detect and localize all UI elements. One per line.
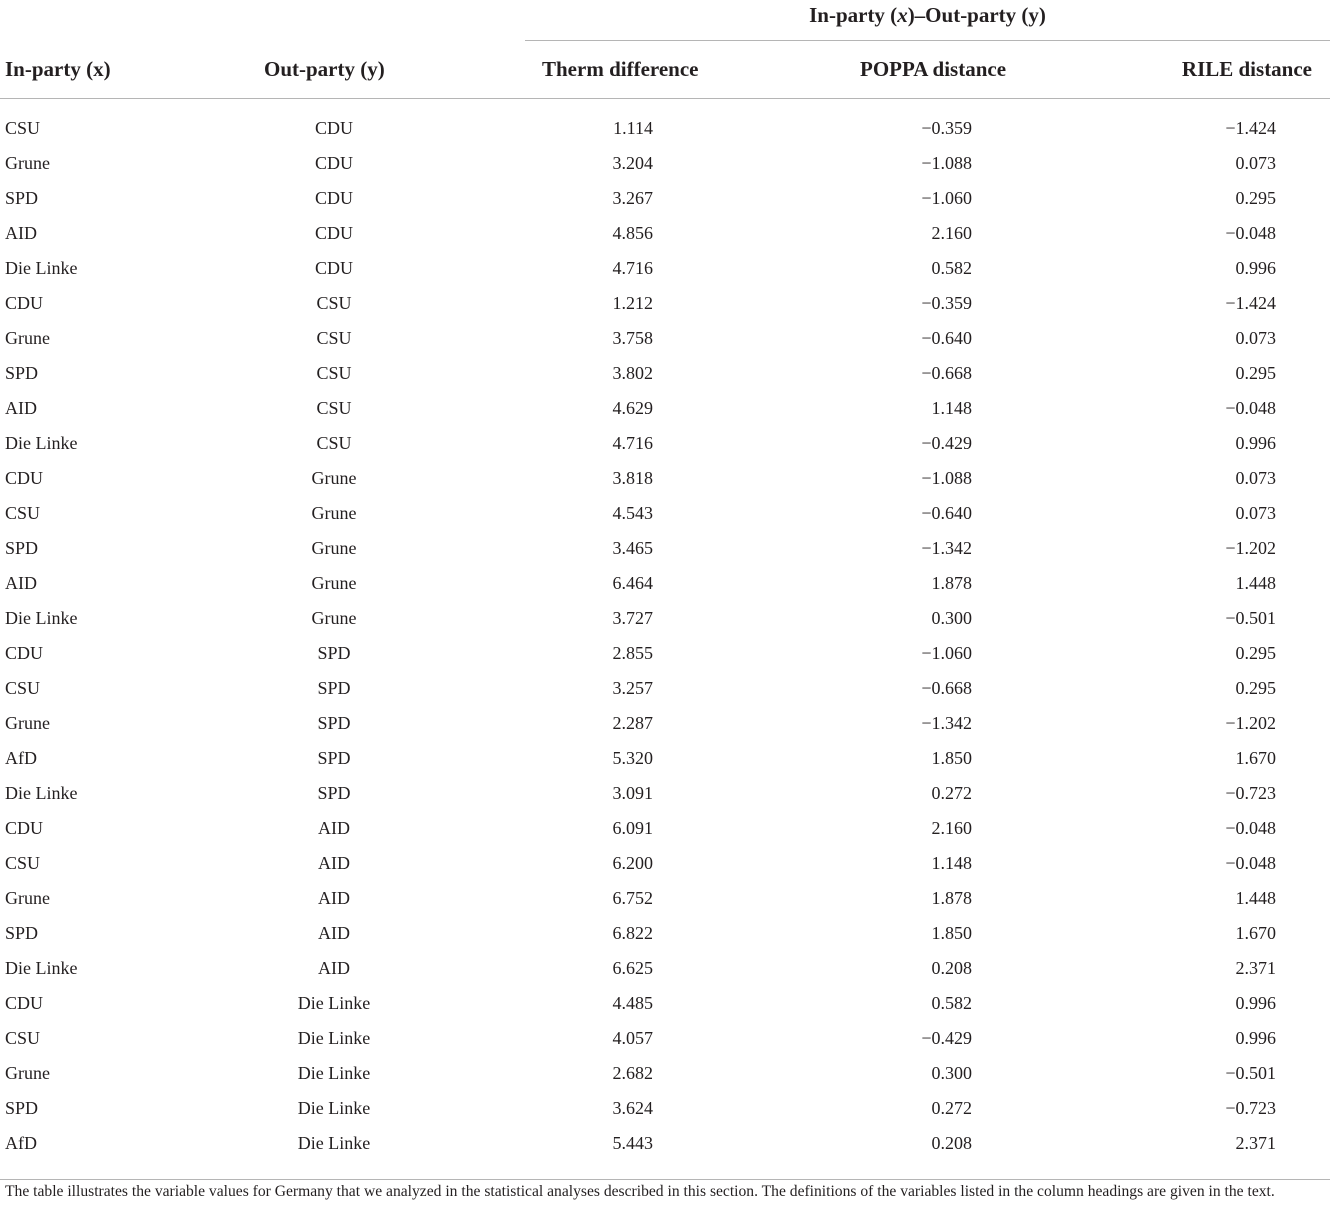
- cell-therm-difference: 3.727: [612, 608, 653, 628]
- table-row: [0, 916, 1330, 951]
- cell-out-party: Die Linke: [297, 993, 371, 1013]
- cell-rile-distance: 1.670: [1235, 748, 1277, 768]
- cell-therm-difference: 4.716: [612, 258, 653, 278]
- cell-rile-distance: 1.670: [1235, 923, 1277, 943]
- cell-poppa-distance: −0.429: [921, 433, 972, 453]
- cell-in-party: AID: [5, 573, 37, 593]
- cell-out-party: SPD: [317, 783, 351, 803]
- table-row: [0, 1056, 1330, 1091]
- cell-in-party: CDU: [5, 293, 44, 313]
- cell-in-party: Die Linke: [5, 433, 78, 453]
- group-header-x-var: x: [897, 3, 908, 27]
- cell-rile-distance: 0.295: [1235, 678, 1277, 698]
- cell-poppa-distance: 0.208: [931, 1133, 972, 1153]
- table-row: [0, 601, 1330, 636]
- table-row: [0, 356, 1330, 391]
- cell-in-party: SPD: [5, 538, 39, 558]
- cell-rile-distance: 1.448: [1235, 573, 1277, 593]
- table-row: [0, 636, 1330, 671]
- cell-poppa-distance: −1.088: [921, 468, 972, 488]
- cell-therm-difference: 4.629: [612, 398, 653, 418]
- cell-rile-distance: 0.073: [1235, 503, 1277, 523]
- cell-out-party: CDU: [314, 188, 353, 208]
- cell-poppa-distance: 0.582: [931, 258, 972, 278]
- table-top-spacer: [0, 99, 1330, 112]
- cell-out-party: CDU: [314, 118, 353, 138]
- cell-in-party: Grune: [5, 153, 50, 173]
- table-row: [0, 1091, 1330, 1126]
- table-bottom-rule: [0, 1161, 1330, 1180]
- cell-poppa-distance: −0.359: [921, 118, 972, 138]
- cell-poppa-distance: −0.640: [921, 328, 972, 348]
- column-header-out-party: Out-party (y): [200, 41, 525, 99]
- cell-in-party: SPD: [5, 1098, 39, 1118]
- table-row: [0, 811, 1330, 846]
- cell-therm-difference: 3.465: [612, 538, 653, 558]
- cell-poppa-distance: −1.088: [921, 153, 972, 173]
- cell-poppa-distance: −0.359: [921, 293, 972, 313]
- cell-out-party: CDU: [314, 223, 353, 243]
- cell-in-party: Die Linke: [5, 958, 78, 978]
- table-row: [0, 776, 1330, 811]
- cell-in-party: CDU: [5, 993, 44, 1013]
- cell-poppa-distance: 2.160: [931, 223, 972, 243]
- group-header-in-out-party: [525, 0, 1330, 41]
- column-header-poppa-distance: POPPA distance: [795, 41, 1100, 99]
- cell-out-party: SPD: [317, 748, 351, 768]
- column-header-in-party: In-party (x): [0, 41, 200, 99]
- cell-out-party: Grune: [311, 503, 357, 523]
- cell-rile-distance: 0.073: [1235, 153, 1277, 173]
- cell-out-party: AID: [318, 923, 350, 943]
- cell-out-party: AID: [318, 888, 350, 908]
- table-row: [0, 321, 1330, 356]
- cell-poppa-distance: 1.148: [931, 853, 972, 873]
- cell-out-party: CSU: [316, 293, 352, 313]
- group-header-middle: )–Out-party (y): [907, 3, 1046, 27]
- cell-therm-difference: 3.758: [612, 328, 653, 348]
- cell-rile-distance: −0.723: [1225, 783, 1277, 803]
- cell-poppa-distance: −0.668: [921, 678, 972, 698]
- cell-out-party: CSU: [316, 328, 352, 348]
- cell-out-party: CDU: [314, 153, 353, 173]
- table-row: [0, 566, 1330, 601]
- cell-poppa-distance: 0.272: [931, 1098, 972, 1118]
- cell-poppa-distance: 0.300: [931, 608, 972, 628]
- cell-rile-distance: −0.048: [1225, 853, 1277, 873]
- cell-therm-difference: 4.716: [612, 433, 653, 453]
- cell-therm-difference: 3.091: [612, 783, 653, 803]
- table-row: [0, 706, 1330, 741]
- cell-out-party: Grune: [311, 538, 357, 558]
- cell-in-party: SPD: [5, 188, 39, 208]
- cell-in-party: CDU: [5, 468, 44, 488]
- cell-poppa-distance: 1.148: [931, 398, 972, 418]
- cell-rile-distance: −1.424: [1225, 118, 1277, 138]
- cell-therm-difference: 6.091: [612, 818, 653, 838]
- cell-poppa-distance: 0.582: [931, 993, 972, 1013]
- column-header-row: [0, 41, 1330, 99]
- table-row: [0, 461, 1330, 496]
- cell-therm-difference: 4.543: [612, 503, 653, 523]
- cell-rile-distance: 0.073: [1235, 468, 1277, 488]
- cell-out-party: Grune: [311, 608, 357, 628]
- cell-out-party: AID: [318, 818, 350, 838]
- cell-poppa-distance: 0.208: [931, 958, 972, 978]
- cell-therm-difference: 1.114: [613, 118, 653, 138]
- cell-in-party: Die Linke: [5, 783, 78, 803]
- cell-in-party: Grune: [5, 1063, 50, 1083]
- cell-in-party: Grune: [5, 713, 50, 733]
- cell-in-party: AfD: [5, 1133, 37, 1153]
- cell-therm-difference: 3.818: [612, 468, 653, 488]
- cell-out-party: SPD: [317, 678, 351, 698]
- cell-in-party: CSU: [5, 118, 41, 138]
- cell-rile-distance: −0.501: [1225, 608, 1277, 628]
- cell-in-party: CDU: [5, 643, 44, 663]
- table-row: [0, 671, 1330, 706]
- table-row: [0, 216, 1330, 251]
- table-row: [0, 286, 1330, 321]
- cell-out-party: AID: [318, 958, 350, 978]
- cell-poppa-distance: 0.272: [931, 783, 972, 803]
- group-header-empty: [0, 0, 525, 41]
- cell-therm-difference: 3.204: [612, 153, 653, 173]
- cell-poppa-distance: 1.878: [931, 888, 972, 908]
- cell-therm-difference: 4.485: [612, 993, 653, 1013]
- cell-therm-difference: 5.320: [612, 748, 653, 768]
- table-footnote: The table illustrates the variable values for Germany that we analyzed in the statistical analyses described in this section. The definitions of the variables listed in the column headings are given in the text.: [5, 1183, 1275, 1200]
- cell-out-party: CSU: [316, 363, 352, 383]
- cell-in-party: Die Linke: [5, 608, 78, 628]
- table-row: [0, 986, 1330, 1021]
- cell-rile-distance: 2.371: [1235, 958, 1277, 978]
- cell-out-party: Die Linke: [297, 1028, 371, 1048]
- column-header-rile-distance: RILE distance: [1100, 41, 1330, 99]
- table-row: [0, 496, 1330, 531]
- cell-therm-difference: 3.802: [612, 363, 653, 383]
- cell-rile-distance: 0.295: [1235, 363, 1277, 383]
- cell-therm-difference: 3.624: [612, 1098, 653, 1118]
- cell-out-party: CDU: [314, 258, 353, 278]
- cell-therm-difference: 4.057: [612, 1028, 653, 1048]
- cell-therm-difference: 3.257: [612, 678, 653, 698]
- table-row: [0, 181, 1330, 216]
- cell-out-party: Die Linke: [297, 1098, 371, 1118]
- cell-rile-distance: 0.996: [1235, 993, 1277, 1013]
- table-row: [0, 741, 1330, 776]
- cell-rile-distance: 2.371: [1235, 1133, 1277, 1153]
- column-header-therm-difference: Therm difference: [525, 41, 795, 99]
- cell-therm-difference: 3.267: [612, 188, 653, 208]
- cell-out-party: Grune: [311, 468, 357, 488]
- cell-therm-difference: 6.464: [612, 573, 653, 593]
- table-row: [0, 1021, 1330, 1056]
- cell-rile-distance: −1.202: [1225, 538, 1277, 558]
- cell-poppa-distance: 2.160: [931, 818, 972, 838]
- cell-rile-distance: −1.202: [1225, 713, 1277, 733]
- cell-out-party: AID: [318, 853, 350, 873]
- table-row: [0, 1126, 1330, 1161]
- cell-rile-distance: −0.048: [1225, 223, 1277, 243]
- cell-out-party: Die Linke: [297, 1133, 371, 1153]
- table-row: [0, 426, 1330, 461]
- cell-poppa-distance: 1.850: [931, 923, 972, 943]
- group-header-prefix: In-party (: [809, 3, 898, 27]
- cell-poppa-distance: 1.850: [931, 748, 972, 768]
- table-row: [0, 146, 1330, 181]
- cell-therm-difference: 4.856: [612, 223, 653, 243]
- cell-therm-difference: 5.443: [612, 1133, 653, 1153]
- table-row: [0, 531, 1330, 566]
- cell-poppa-distance: 0.300: [931, 1063, 972, 1083]
- cell-rile-distance: 0.295: [1235, 643, 1277, 663]
- cell-rile-distance: −0.501: [1225, 1063, 1277, 1083]
- cell-rile-distance: −0.723: [1225, 1098, 1277, 1118]
- cell-rile-distance: 0.295: [1235, 188, 1277, 208]
- cell-rile-distance: 0.996: [1235, 433, 1277, 453]
- cell-poppa-distance: −1.060: [921, 643, 972, 663]
- cell-in-party: CDU: [5, 818, 44, 838]
- table-row: [0, 391, 1330, 426]
- cell-in-party: AID: [5, 223, 37, 243]
- cell-out-party: Grune: [311, 573, 357, 593]
- table-row: [0, 881, 1330, 916]
- cell-in-party: AID: [5, 398, 37, 418]
- cell-therm-difference: 2.682: [612, 1063, 653, 1083]
- group-header-row: [0, 0, 1330, 41]
- cell-in-party: Grune: [5, 328, 50, 348]
- table-body: [0, 99, 1330, 1180]
- cell-poppa-distance: −1.342: [921, 713, 972, 733]
- cell-out-party: SPD: [317, 713, 351, 733]
- cell-in-party: SPD: [5, 923, 39, 943]
- cell-poppa-distance: 1.878: [931, 573, 972, 593]
- cell-therm-difference: 6.200: [612, 853, 653, 873]
- table-row: [0, 111, 1330, 146]
- cell-out-party: CSU: [316, 433, 352, 453]
- cell-in-party: CSU: [5, 853, 41, 873]
- table-row: [0, 951, 1330, 986]
- cell-out-party: CSU: [316, 398, 352, 418]
- cell-in-party: Die Linke: [5, 258, 78, 278]
- cell-out-party: SPD: [317, 643, 351, 663]
- cell-in-party: CSU: [5, 678, 41, 698]
- cell-therm-difference: 6.822: [612, 923, 653, 943]
- cell-rile-distance: −0.048: [1225, 398, 1277, 418]
- cell-in-party: Grune: [5, 888, 50, 908]
- table-head: [0, 0, 1330, 99]
- cell-poppa-distance: −0.640: [921, 503, 972, 523]
- cell-rile-distance: 0.073: [1235, 328, 1277, 348]
- cell-poppa-distance: −1.342: [921, 538, 972, 558]
- cell-in-party: CSU: [5, 503, 41, 523]
- cell-rile-distance: 1.448: [1235, 888, 1277, 908]
- table-row: [0, 846, 1330, 881]
- cell-poppa-distance: −0.429: [921, 1028, 972, 1048]
- cell-poppa-distance: −1.060: [921, 188, 972, 208]
- cell-poppa-distance: −0.668: [921, 363, 972, 383]
- cell-in-party: AfD: [5, 748, 37, 768]
- table-row: [0, 251, 1330, 286]
- cell-rile-distance: −0.048: [1225, 818, 1277, 838]
- cell-rile-distance: 0.996: [1235, 1028, 1277, 1048]
- cell-rile-distance: −1.424: [1225, 293, 1277, 313]
- cell-in-party: SPD: [5, 363, 39, 383]
- cell-therm-difference: 6.752: [612, 888, 653, 908]
- cell-rile-distance: 0.996: [1235, 258, 1277, 278]
- cell-therm-difference: 1.212: [612, 293, 653, 313]
- cell-out-party: Die Linke: [297, 1063, 371, 1083]
- cell-therm-difference: 2.855: [612, 643, 653, 663]
- cell-therm-difference: 2.287: [612, 713, 653, 733]
- cell-in-party: CSU: [5, 1028, 41, 1048]
- cell-therm-difference: 6.625: [612, 958, 653, 978]
